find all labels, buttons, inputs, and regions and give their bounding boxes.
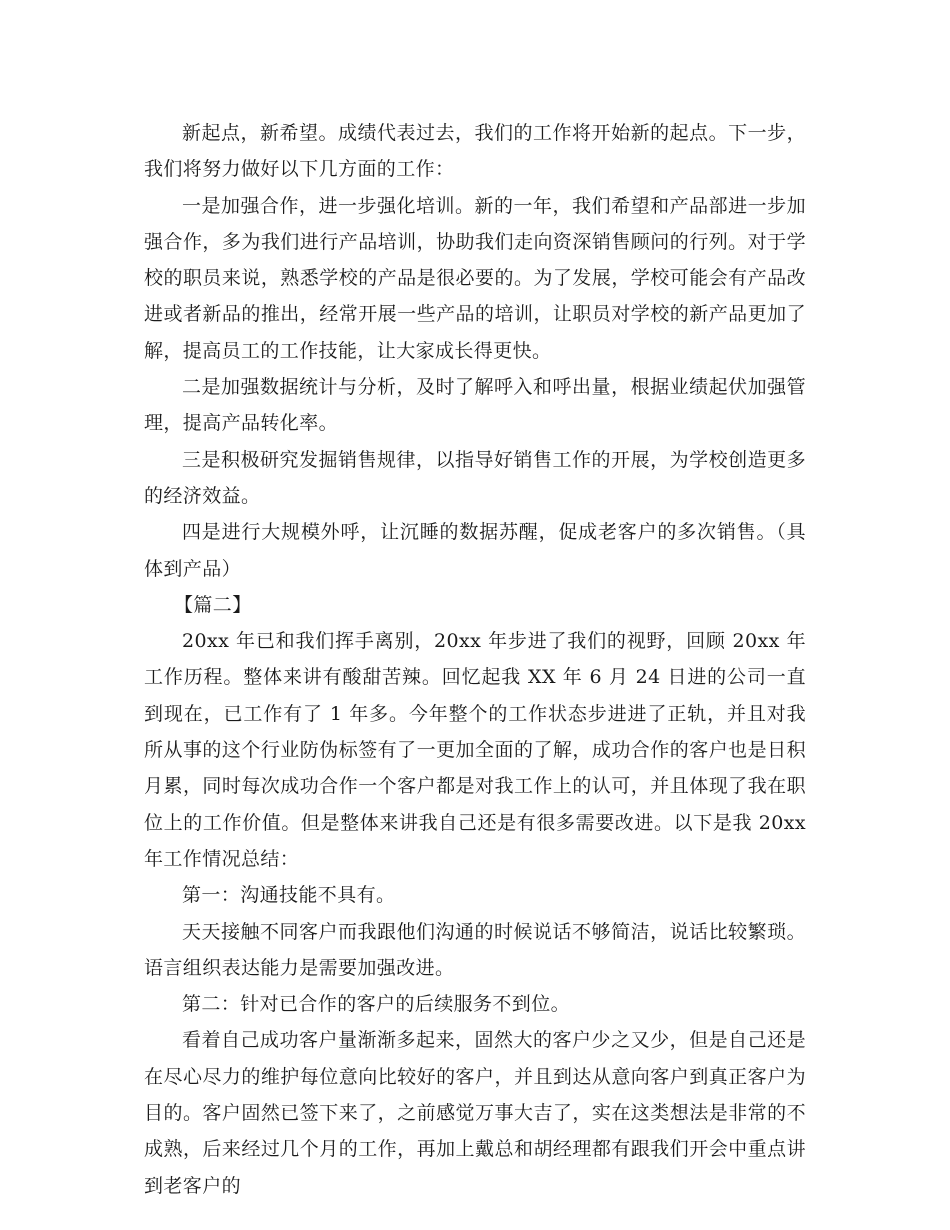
paragraph-plan-two: 二是加强数据统计与分析，及时了解呼入和呼出量，根据业绩起伏加强管理，提高产品转化率。 bbox=[144, 376, 806, 435]
paragraph-review: 20xx 年已和我们挥手离别，20xx 年步进了我们的视野，回顾 20xx 年工作历程。整体来讲有酸甜苦辣。回忆起我 XX 年 6 月 24 日进的公司一直到现在，已工作有了 1 年多。今年整个的工作状态步进进了正轨，并且对我所从事的这个行业防伪标签有了一更加全面的了解，成功合作的客户也是日积月累，同时每次成功合作一个客户都是对我工作上的认可，并且体现了我在职位上的工作价值。但是整体来讲我自己还是有很多需要改进。以下是我 20xx 年工作情况总结： bbox=[144, 630, 813, 870]
paragraph-point-one-detail: 天天接触不同客户而我跟他们沟通的时候说话不够简洁，说话比较繁琐。语言组织表达能力是需要加强改进。 bbox=[144, 920, 806, 979]
paragraph-point-two: 第二：针对已合作的客户的后续服务不到位。 bbox=[182, 993, 571, 1016]
paragraph-plan-one: 一是加强合作，进一步强化培训。新的一年，我们希望和产品部进一步加强合作，多为我们进行产品培训，协助我们走向资深销售顾问的行列。对于学校的职员来说，熟悉学校的产品是很必要的。为了发展，学校可能会有产品改进或者新品的推出，经常开展一些产品的培训，让职员对学校的新产品更加了解，提高员工的工作技能，让大家成长得更快。 bbox=[144, 194, 806, 362]
paragraph-plan-four: 四是进行大规模外呼，让沉睡的数据苏醒，促成老客户的多次销售。（具体到产品） bbox=[144, 521, 806, 580]
section-heading: 【篇二】 bbox=[174, 593, 252, 616]
document-body bbox=[144, 115, 813, 1204]
paragraph-plan-three: 三是积极研究发掘销售规律，以指导好销售工作的开展，为学校创造更多的经济效益。 bbox=[144, 448, 806, 507]
paragraph-point-one: 第一：沟通技能不具有。 bbox=[182, 884, 396, 907]
paragraph-point-two-detail: 看着自己成功客户量渐渐多起来，固然大的客户少之又少，但是自己还是在尽心尽力的维护每位意向比较好的客户，并且到达从意向客户到真正客户为目的。客户固然已签下来了，之前感觉万事大吉了，实在这类想法是非常的不成熟，后来经过几个月的工作，再加上戴总和胡经理都有跟我们开会中重点讲到老客户的 bbox=[144, 1029, 806, 1197]
paragraph-new-start: 新起点，新希望。成绩代表过去，我们的工作将开始新的起点。下一步，我们将努力做好以下几方面的工作： bbox=[144, 122, 806, 181]
